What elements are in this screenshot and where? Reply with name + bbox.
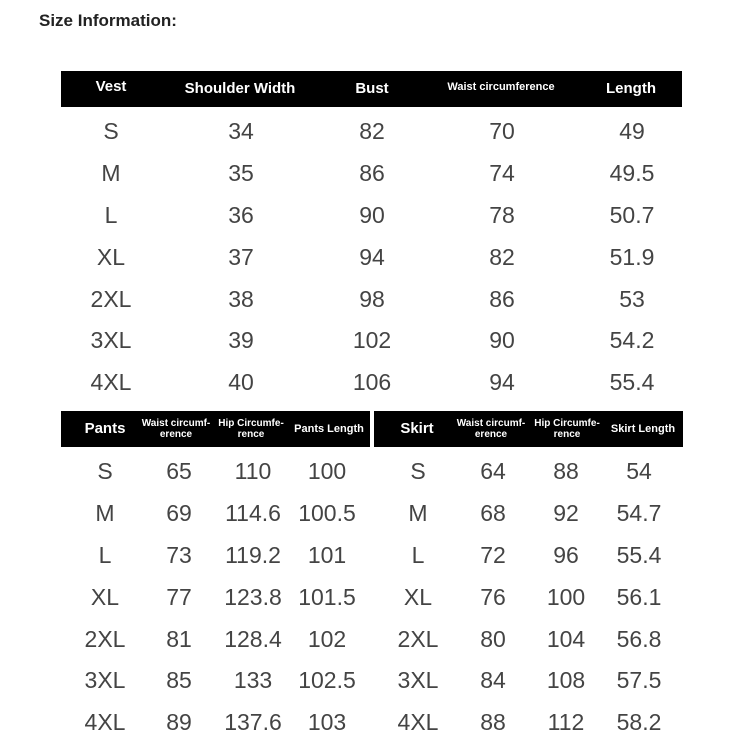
vest-header-shoulder: Shoulder Width: [184, 79, 296, 97]
skirt-hip: 92: [553, 499, 579, 526]
skirt-row: [374, 659, 683, 701]
skirt-length: 54: [626, 457, 652, 484]
pants-hip: 133: [233, 666, 273, 693]
pants-length: 103: [307, 708, 347, 735]
pants-hip: 137.6: [224, 708, 282, 735]
skirt-waist: 84: [480, 666, 506, 693]
pants-hip: 123.8: [224, 583, 282, 610]
vest-waist: 94: [489, 368, 515, 395]
pants-size: M: [95, 499, 115, 526]
vest-row: [61, 236, 682, 278]
pants-size: 4XL: [84, 708, 126, 735]
pants-waist: 77: [166, 583, 192, 610]
skirt-length: 54.7: [616, 499, 662, 526]
pants-header-waist: Waist circumf-erence: [141, 418, 211, 440]
vest-size: 3XL: [90, 326, 132, 353]
skirt-size: L: [411, 541, 425, 568]
skirt-waist: 88: [480, 708, 506, 735]
skirt-waist: 68: [480, 499, 506, 526]
pants-size: 3XL: [84, 666, 126, 693]
pants-row: [61, 492, 370, 534]
vest-size: XL: [96, 243, 126, 270]
vest-bust: 86: [359, 159, 385, 186]
skirt-hip: 88: [553, 457, 579, 484]
pants-hip: 110: [234, 457, 272, 484]
skirt-length: 56.8: [616, 625, 662, 652]
skirt-waist: 80: [480, 625, 506, 652]
pants-length: 101: [307, 541, 347, 568]
vest-length: 53: [619, 285, 645, 312]
skirt-hip: 96: [553, 541, 579, 568]
skirt-size: XL: [403, 583, 433, 610]
vest-row: [61, 110, 682, 152]
vest-waist: 86: [489, 285, 515, 312]
skirt-row: [374, 618, 683, 660]
pants-length: 100: [307, 457, 347, 484]
vest-length: 49.5: [609, 159, 655, 186]
vest-waist: 90: [489, 326, 515, 353]
vest-length: 55.4: [609, 368, 655, 395]
skirt-row: [374, 534, 683, 576]
skirt-row: [374, 701, 683, 743]
vest-size: S: [103, 117, 119, 144]
pants-waist: 69: [166, 499, 192, 526]
pants-header-length: Pants Length: [294, 422, 364, 435]
vest-size: L: [104, 201, 118, 228]
pants-size: 2XL: [84, 625, 126, 652]
skirt-hip: 100: [546, 583, 586, 610]
pants-length: 100.5: [298, 499, 356, 526]
skirt-waist: 64: [480, 457, 506, 484]
vest-shoulder: 36: [228, 201, 254, 228]
skirt-row: [374, 576, 683, 618]
pants-waist: 73: [166, 541, 192, 568]
pants-size: L: [98, 541, 112, 568]
skirt-size: 3XL: [397, 666, 439, 693]
vest-waist: 82: [489, 243, 515, 270]
vest-length: 54.2: [609, 326, 655, 353]
pants-header-row: [61, 411, 370, 447]
skirt-length: 56.1: [616, 583, 662, 610]
skirt-size: M: [408, 499, 428, 526]
skirt-waist: 72: [480, 541, 506, 568]
pants-hip: 128.4: [224, 625, 282, 652]
skirt-hip: 112: [547, 708, 585, 735]
vest-size: 2XL: [90, 285, 132, 312]
skirt-header-length: Skirt Length: [610, 422, 676, 435]
skirt-row: [374, 450, 683, 492]
vest-shoulder: 35: [228, 159, 254, 186]
vest-header-bust: Bust: [355, 79, 389, 97]
vest-header-size: Vest: [95, 77, 127, 95]
vest-header-waist: Waist circumference: [447, 80, 555, 93]
vest-length: 49: [619, 117, 645, 144]
skirt-size: S: [410, 457, 426, 484]
pants-waist: 89: [166, 708, 192, 735]
skirt-row: [374, 492, 683, 534]
pants-length: 102: [307, 625, 347, 652]
pants-row: [61, 534, 370, 576]
vest-row: [61, 361, 682, 403]
skirt-size: 4XL: [397, 708, 439, 735]
skirt-header-waist: Waist circumf-erence: [456, 418, 526, 440]
pants-header-size: Pants: [84, 419, 126, 437]
skirt-header-size: Skirt: [400, 419, 434, 437]
skirt-length: 57.5: [616, 666, 662, 693]
skirt-header-hip: Hip Circumfe-rence: [534, 418, 600, 440]
page-title: Size Information:: [39, 11, 177, 30]
skirt-header-row: [374, 411, 683, 447]
pants-hip: 114.6: [225, 499, 281, 526]
pants-row: [61, 659, 370, 701]
vest-shoulder: 39: [228, 326, 254, 353]
vest-waist: 70: [489, 117, 515, 144]
pants-waist: 81: [166, 625, 192, 652]
skirt-hip: 104: [546, 625, 586, 652]
skirt-length: 55.4: [616, 541, 662, 568]
vest-bust: 106: [352, 368, 392, 395]
vest-shoulder: 40: [228, 368, 254, 395]
skirt-size: 2XL: [397, 625, 439, 652]
vest-waist: 74: [489, 159, 515, 186]
vest-header-length: Length: [606, 79, 656, 97]
vest-size: 4XL: [90, 368, 132, 395]
vest-size: M: [101, 159, 121, 186]
pants-row: [61, 618, 370, 660]
vest-length: 51.9: [609, 243, 655, 270]
pants-length: 102.5: [298, 666, 356, 693]
skirt-length: 58.2: [616, 708, 662, 735]
vest-bust: 98: [359, 285, 385, 312]
vest-shoulder: 34: [228, 117, 254, 144]
skirt-hip: 108: [546, 666, 586, 693]
vest-bust: 82: [359, 117, 385, 144]
skirt-waist: 76: [480, 583, 506, 610]
vest-row: [61, 319, 682, 361]
vest-length: 50.7: [609, 201, 655, 228]
vest-row: [61, 278, 682, 320]
pants-length: 101.5: [298, 583, 356, 610]
vest-header-row: [61, 71, 682, 107]
vest-shoulder: 38: [228, 285, 254, 312]
vest-bust: 94: [359, 243, 385, 270]
vest-bust: 102: [352, 326, 392, 353]
pants-row: [61, 701, 370, 743]
pants-row: [61, 576, 370, 618]
pants-waist: 65: [166, 457, 192, 484]
pants-header-hip: Hip Circumfe-rence: [218, 418, 284, 440]
vest-row: [61, 194, 682, 236]
vest-row: [61, 152, 682, 194]
pants-size: S: [97, 457, 113, 484]
vest-bust: 90: [359, 201, 385, 228]
vest-waist: 78: [489, 201, 515, 228]
pants-waist: 85: [166, 666, 192, 693]
pants-row: [61, 450, 370, 492]
pants-hip: 119.2: [225, 541, 281, 568]
vest-shoulder: 37: [228, 243, 254, 270]
pants-size: XL: [90, 583, 120, 610]
